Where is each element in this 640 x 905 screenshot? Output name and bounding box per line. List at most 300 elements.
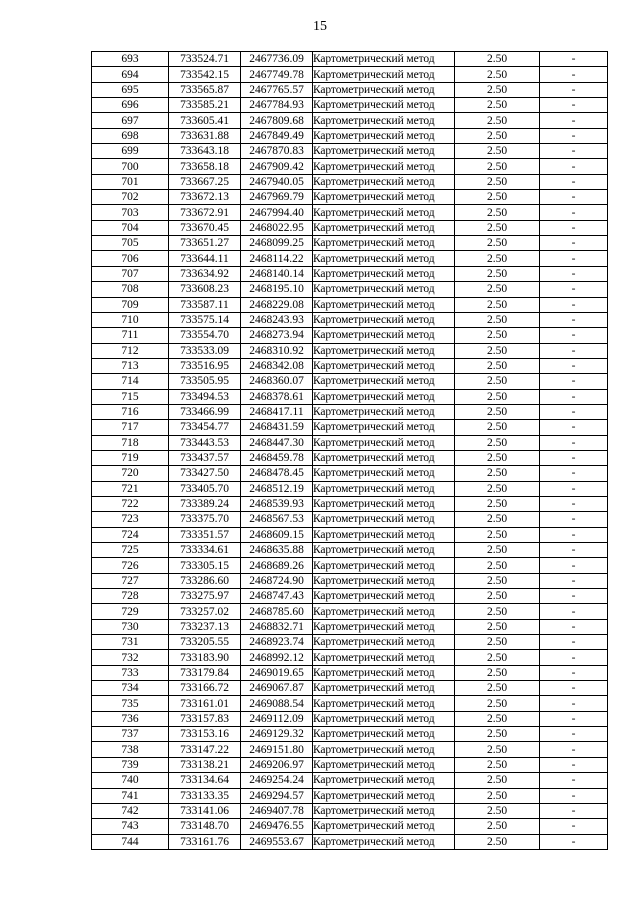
method-cell: Картометрический метод (313, 435, 455, 450)
note-cell: - (540, 635, 608, 650)
table-row (92, 727, 608, 742)
note-cell: - (540, 312, 608, 327)
method-cell: Картометрический метод (313, 604, 455, 619)
y-coordinate-cell: 2467849.49 (241, 128, 313, 143)
y-coordinate-cell: 2468785.60 (241, 604, 313, 619)
method-cell: Картометрический метод (313, 757, 455, 772)
y-coordinate-cell: 2468114.22 (241, 251, 313, 266)
accuracy-cell: 2.50 (455, 558, 540, 573)
table-row (92, 665, 608, 680)
accuracy-cell: 2.50 (455, 297, 540, 312)
y-coordinate-cell: 2468360.07 (241, 374, 313, 389)
accuracy-cell: 2.50 (455, 205, 540, 220)
table-row (92, 144, 608, 159)
point-number-cell: 724 (92, 527, 169, 542)
x-coordinate-cell: 733605.41 (169, 113, 241, 128)
method-cell: Картометрический метод (313, 558, 455, 573)
point-number-cell: 696 (92, 98, 169, 113)
coordinates-table (91, 51, 608, 850)
point-number-cell: 712 (92, 343, 169, 358)
table-row (92, 496, 608, 511)
accuracy-cell: 2.50 (455, 819, 540, 834)
method-cell: Картометрический метод (313, 343, 455, 358)
x-coordinate-cell: 733141.06 (169, 803, 241, 818)
method-cell: Картометрический метод (313, 82, 455, 97)
accuracy-cell: 2.50 (455, 665, 540, 680)
point-number-cell: 699 (92, 144, 169, 159)
method-cell: Картометрический метод (313, 681, 455, 696)
table-row (92, 773, 608, 788)
note-cell: - (540, 788, 608, 803)
x-coordinate-cell: 733651.27 (169, 236, 241, 251)
table-row (92, 589, 608, 604)
y-coordinate-cell: 2468609.15 (241, 527, 313, 542)
y-coordinate-cell: 2468229.08 (241, 297, 313, 312)
accuracy-cell: 2.50 (455, 650, 540, 665)
note-cell: - (540, 727, 608, 742)
y-coordinate-cell: 2468195.10 (241, 282, 313, 297)
point-number-cell: 738 (92, 742, 169, 757)
method-cell: Картометрический метод (313, 665, 455, 680)
point-number-cell: 729 (92, 604, 169, 619)
x-coordinate-cell: 733658.18 (169, 159, 241, 174)
x-coordinate-cell: 733672.91 (169, 205, 241, 220)
method-cell: Картометрический метод (313, 98, 455, 113)
note-cell: - (540, 159, 608, 174)
method-cell: Картометрический метод (313, 711, 455, 726)
table-row (92, 450, 608, 465)
note-cell: - (540, 420, 608, 435)
table-row (92, 650, 608, 665)
note-cell: - (540, 266, 608, 281)
method-cell: Картометрический метод (313, 573, 455, 588)
point-number-cell: 718 (92, 435, 169, 450)
table-row (92, 251, 608, 266)
note-cell: - (540, 358, 608, 373)
x-coordinate-cell: 733286.60 (169, 573, 241, 588)
accuracy-cell: 2.50 (455, 220, 540, 235)
y-coordinate-cell: 2468342.08 (241, 358, 313, 373)
table-row (92, 312, 608, 327)
point-number-cell: 698 (92, 128, 169, 143)
note-cell: - (540, 742, 608, 757)
note-cell: - (540, 220, 608, 235)
method-cell: Картометрический метод (313, 205, 455, 220)
point-number-cell: 723 (92, 512, 169, 527)
note-cell: - (540, 389, 608, 404)
table-row (92, 481, 608, 496)
note-cell: - (540, 527, 608, 542)
method-cell: Картометрический метод (313, 512, 455, 527)
accuracy-cell: 2.50 (455, 727, 540, 742)
method-cell: Картометрический метод (313, 481, 455, 496)
table-row (92, 604, 608, 619)
y-coordinate-cell: 2468417.11 (241, 404, 313, 419)
method-cell: Картометрический метод (313, 297, 455, 312)
method-cell: Картометрический метод (313, 527, 455, 542)
table-row (92, 220, 608, 235)
y-coordinate-cell: 2467969.79 (241, 190, 313, 205)
point-number-cell: 709 (92, 297, 169, 312)
accuracy-cell: 2.50 (455, 190, 540, 205)
point-number-cell: 728 (92, 589, 169, 604)
method-cell: Картометрический метод (313, 374, 455, 389)
y-coordinate-cell: 2467994.40 (241, 205, 313, 220)
y-coordinate-cell: 2468140.14 (241, 266, 313, 281)
accuracy-cell: 2.50 (455, 773, 540, 788)
y-coordinate-cell: 2468567.53 (241, 512, 313, 527)
table-row (92, 205, 608, 220)
x-coordinate-cell: 733148.70 (169, 819, 241, 834)
method-cell: Картометрический метод (313, 466, 455, 481)
accuracy-cell: 2.50 (455, 496, 540, 511)
point-number-cell: 713 (92, 358, 169, 373)
x-coordinate-cell: 733166.72 (169, 681, 241, 696)
note-cell: - (540, 665, 608, 680)
accuracy-cell: 2.50 (455, 711, 540, 726)
y-coordinate-cell: 2469254.24 (241, 773, 313, 788)
point-number-cell: 703 (92, 205, 169, 220)
y-coordinate-cell: 2468447.30 (241, 435, 313, 450)
method-cell: Картометрический метод (313, 788, 455, 803)
note-cell: - (540, 328, 608, 343)
x-coordinate-cell: 733437.57 (169, 450, 241, 465)
x-coordinate-cell: 733672.13 (169, 190, 241, 205)
accuracy-cell: 2.50 (455, 52, 540, 67)
accuracy-cell: 2.50 (455, 681, 540, 696)
y-coordinate-cell: 2468431.59 (241, 420, 313, 435)
table-row (92, 635, 608, 650)
table-row (92, 236, 608, 251)
point-number-cell: 707 (92, 266, 169, 281)
accuracy-cell: 2.50 (455, 435, 540, 450)
note-cell: - (540, 604, 608, 619)
table-row (92, 159, 608, 174)
accuracy-cell: 2.50 (455, 312, 540, 327)
x-coordinate-cell: 733351.57 (169, 527, 241, 542)
accuracy-cell: 2.50 (455, 98, 540, 113)
page-number: 15 (313, 19, 327, 34)
point-number-cell: 715 (92, 389, 169, 404)
point-number-cell: 719 (92, 450, 169, 465)
point-number-cell: 726 (92, 558, 169, 573)
x-coordinate-cell: 733405.70 (169, 481, 241, 496)
x-coordinate-cell: 733157.83 (169, 711, 241, 726)
y-coordinate-cell: 2467765.57 (241, 82, 313, 97)
table-row (92, 757, 608, 772)
x-coordinate-cell: 733643.18 (169, 144, 241, 159)
method-cell: Картометрический метод (313, 450, 455, 465)
note-cell: - (540, 52, 608, 67)
note-cell: - (540, 144, 608, 159)
x-coordinate-cell: 733257.02 (169, 604, 241, 619)
method-cell: Картометрический метод (313, 251, 455, 266)
y-coordinate-cell: 2468378.61 (241, 389, 313, 404)
accuracy-cell: 2.50 (455, 573, 540, 588)
x-coordinate-cell: 733237.13 (169, 619, 241, 634)
y-coordinate-cell: 2468310.92 (241, 343, 313, 358)
accuracy-cell: 2.50 (455, 757, 540, 772)
y-coordinate-cell: 2468459.78 (241, 450, 313, 465)
accuracy-cell: 2.50 (455, 788, 540, 803)
y-coordinate-cell: 2469407.78 (241, 803, 313, 818)
point-number-cell: 744 (92, 834, 169, 849)
accuracy-cell: 2.50 (455, 174, 540, 189)
point-number-cell: 716 (92, 404, 169, 419)
x-coordinate-cell: 733334.61 (169, 543, 241, 558)
point-number-cell: 700 (92, 159, 169, 174)
x-coordinate-cell: 733542.15 (169, 67, 241, 82)
point-number-cell: 725 (92, 543, 169, 558)
method-cell: Картометрический метод (313, 773, 455, 788)
y-coordinate-cell: 2467749.78 (241, 67, 313, 82)
point-number-cell: 736 (92, 711, 169, 726)
note-cell: - (540, 681, 608, 696)
x-coordinate-cell: 733138.21 (169, 757, 241, 772)
x-coordinate-cell: 733554.70 (169, 328, 241, 343)
table-row (92, 788, 608, 803)
point-number-cell: 735 (92, 696, 169, 711)
x-coordinate-cell: 733275.97 (169, 589, 241, 604)
y-coordinate-cell: 2469019.65 (241, 665, 313, 680)
x-coordinate-cell: 733161.01 (169, 696, 241, 711)
table-row (92, 266, 608, 281)
table-row (92, 98, 608, 113)
note-cell: - (540, 435, 608, 450)
method-cell: Картометрический метод (313, 174, 455, 189)
x-coordinate-cell: 733153.16 (169, 727, 241, 742)
table-row (92, 512, 608, 527)
table-row (92, 82, 608, 97)
y-coordinate-cell: 2469151.80 (241, 742, 313, 757)
accuracy-cell: 2.50 (455, 604, 540, 619)
note-cell: - (540, 819, 608, 834)
accuracy-cell: 2.50 (455, 543, 540, 558)
table-row (92, 573, 608, 588)
point-number-cell: 708 (92, 282, 169, 297)
point-number-cell: 732 (92, 650, 169, 665)
x-coordinate-cell: 733147.22 (169, 742, 241, 757)
x-coordinate-cell: 733634.92 (169, 266, 241, 281)
note-cell: - (540, 174, 608, 189)
y-coordinate-cell: 2468273.94 (241, 328, 313, 343)
method-cell: Картометрический метод (313, 67, 455, 82)
accuracy-cell: 2.50 (455, 113, 540, 128)
note-cell: - (540, 466, 608, 481)
x-coordinate-cell: 733565.87 (169, 82, 241, 97)
accuracy-cell: 2.50 (455, 343, 540, 358)
y-coordinate-cell: 2468099.25 (241, 236, 313, 251)
method-cell: Картометрический метод (313, 312, 455, 327)
x-coordinate-cell: 733389.24 (169, 496, 241, 511)
table-row (92, 190, 608, 205)
x-coordinate-cell: 733494.53 (169, 389, 241, 404)
point-number-cell: 731 (92, 635, 169, 650)
accuracy-cell: 2.50 (455, 251, 540, 266)
y-coordinate-cell: 2468724.90 (241, 573, 313, 588)
table-row (92, 834, 608, 849)
point-number-cell: 714 (92, 374, 169, 389)
x-coordinate-cell: 733533.09 (169, 343, 241, 358)
table-row (92, 67, 608, 82)
point-number-cell: 694 (92, 67, 169, 82)
table-row (92, 328, 608, 343)
point-number-cell: 737 (92, 727, 169, 742)
table-row (92, 374, 608, 389)
accuracy-cell: 2.50 (455, 236, 540, 251)
y-coordinate-cell: 2468992.12 (241, 650, 313, 665)
method-cell: Картометрический метод (313, 113, 455, 128)
method-cell: Картометрический метод (313, 358, 455, 373)
note-cell: - (540, 834, 608, 849)
accuracy-cell: 2.50 (455, 82, 540, 97)
y-coordinate-cell: 2468539.93 (241, 496, 313, 511)
table-row (92, 174, 608, 189)
table-row (92, 742, 608, 757)
x-coordinate-cell: 733179.84 (169, 665, 241, 680)
x-coordinate-cell: 733427.50 (169, 466, 241, 481)
note-cell: - (540, 113, 608, 128)
accuracy-cell: 2.50 (455, 481, 540, 496)
x-coordinate-cell: 733183.90 (169, 650, 241, 665)
note-cell: - (540, 543, 608, 558)
accuracy-cell: 2.50 (455, 619, 540, 634)
x-coordinate-cell: 733466.99 (169, 404, 241, 419)
x-coordinate-cell: 733644.11 (169, 251, 241, 266)
point-number-cell: 717 (92, 420, 169, 435)
table-row (92, 466, 608, 481)
accuracy-cell: 2.50 (455, 404, 540, 419)
accuracy-cell: 2.50 (455, 159, 540, 174)
method-cell: Картометрический метод (313, 266, 455, 281)
method-cell: Картометрический метод (313, 819, 455, 834)
point-number-cell: 702 (92, 190, 169, 205)
method-cell: Картометрический метод (313, 834, 455, 849)
note-cell: - (540, 236, 608, 251)
table-row (92, 420, 608, 435)
point-number-cell: 727 (92, 573, 169, 588)
y-coordinate-cell: 2468923.74 (241, 635, 313, 650)
y-coordinate-cell: 2467940.05 (241, 174, 313, 189)
point-number-cell: 693 (92, 52, 169, 67)
point-number-cell: 722 (92, 496, 169, 511)
x-coordinate-cell: 733133.35 (169, 788, 241, 803)
method-cell: Картометрический метод (313, 190, 455, 205)
x-coordinate-cell: 733608.23 (169, 282, 241, 297)
point-number-cell: 734 (92, 681, 169, 696)
accuracy-cell: 2.50 (455, 635, 540, 650)
note-cell: - (540, 589, 608, 604)
y-coordinate-cell: 2468022.95 (241, 220, 313, 235)
note-cell: - (540, 558, 608, 573)
y-coordinate-cell: 2469294.57 (241, 788, 313, 803)
table-row (92, 128, 608, 143)
table-row (92, 543, 608, 558)
note-cell: - (540, 711, 608, 726)
point-number-cell: 741 (92, 788, 169, 803)
point-number-cell: 711 (92, 328, 169, 343)
table-row (92, 696, 608, 711)
note-cell: - (540, 619, 608, 634)
y-coordinate-cell: 2469088.54 (241, 696, 313, 711)
accuracy-cell: 2.50 (455, 512, 540, 527)
note-cell: - (540, 251, 608, 266)
table-row (92, 282, 608, 297)
note-cell: - (540, 573, 608, 588)
point-number-cell: 733 (92, 665, 169, 680)
note-cell: - (540, 696, 608, 711)
method-cell: Картометрический метод (313, 328, 455, 343)
accuracy-cell: 2.50 (455, 466, 540, 481)
y-coordinate-cell: 2468747.43 (241, 589, 313, 604)
note-cell: - (540, 82, 608, 97)
x-coordinate-cell: 733667.25 (169, 174, 241, 189)
y-coordinate-cell: 2469206.97 (241, 757, 313, 772)
y-coordinate-cell: 2469067.87 (241, 681, 313, 696)
point-number-cell: 704 (92, 220, 169, 235)
x-coordinate-cell: 733375.70 (169, 512, 241, 527)
point-number-cell: 743 (92, 819, 169, 834)
y-coordinate-cell: 2468832.71 (241, 619, 313, 634)
y-coordinate-cell: 2469112.09 (241, 711, 313, 726)
accuracy-cell: 2.50 (455, 742, 540, 757)
method-cell: Картометрический метод (313, 220, 455, 235)
y-coordinate-cell: 2469129.32 (241, 727, 313, 742)
note-cell: - (540, 190, 608, 205)
accuracy-cell: 2.50 (455, 67, 540, 82)
note-cell: - (540, 450, 608, 465)
accuracy-cell: 2.50 (455, 696, 540, 711)
note-cell: - (540, 496, 608, 511)
point-number-cell: 721 (92, 481, 169, 496)
y-coordinate-cell: 2468243.93 (241, 312, 313, 327)
table-row (92, 435, 608, 450)
coordinates-table-body (92, 52, 608, 850)
y-coordinate-cell: 2468478.45 (241, 466, 313, 481)
note-cell: - (540, 98, 608, 113)
method-cell: Картометрический метод (313, 389, 455, 404)
accuracy-cell: 2.50 (455, 389, 540, 404)
method-cell: Картометрический метод (313, 282, 455, 297)
accuracy-cell: 2.50 (455, 374, 540, 389)
point-number-cell: 720 (92, 466, 169, 481)
x-coordinate-cell: 733670.45 (169, 220, 241, 235)
table-row (92, 619, 608, 634)
note-cell: - (540, 128, 608, 143)
x-coordinate-cell: 733575.14 (169, 312, 241, 327)
table-row (92, 52, 608, 67)
y-coordinate-cell: 2468635.88 (241, 543, 313, 558)
y-coordinate-cell: 2469476.55 (241, 819, 313, 834)
method-cell: Картометрический метод (313, 52, 455, 67)
x-coordinate-cell: 733587.11 (169, 297, 241, 312)
accuracy-cell: 2.50 (455, 358, 540, 373)
x-coordinate-cell: 733305.15 (169, 558, 241, 573)
point-number-cell: 730 (92, 619, 169, 634)
method-cell: Картометрический метод (313, 589, 455, 604)
accuracy-cell: 2.50 (455, 834, 540, 849)
method-cell: Картометрический метод (313, 128, 455, 143)
x-coordinate-cell: 733161.76 (169, 834, 241, 849)
note-cell: - (540, 512, 608, 527)
note-cell: - (540, 343, 608, 358)
note-cell: - (540, 803, 608, 818)
x-coordinate-cell: 733505.95 (169, 374, 241, 389)
point-number-cell: 697 (92, 113, 169, 128)
x-coordinate-cell: 733516.95 (169, 358, 241, 373)
y-coordinate-cell: 2467809.68 (241, 113, 313, 128)
accuracy-cell: 2.50 (455, 328, 540, 343)
